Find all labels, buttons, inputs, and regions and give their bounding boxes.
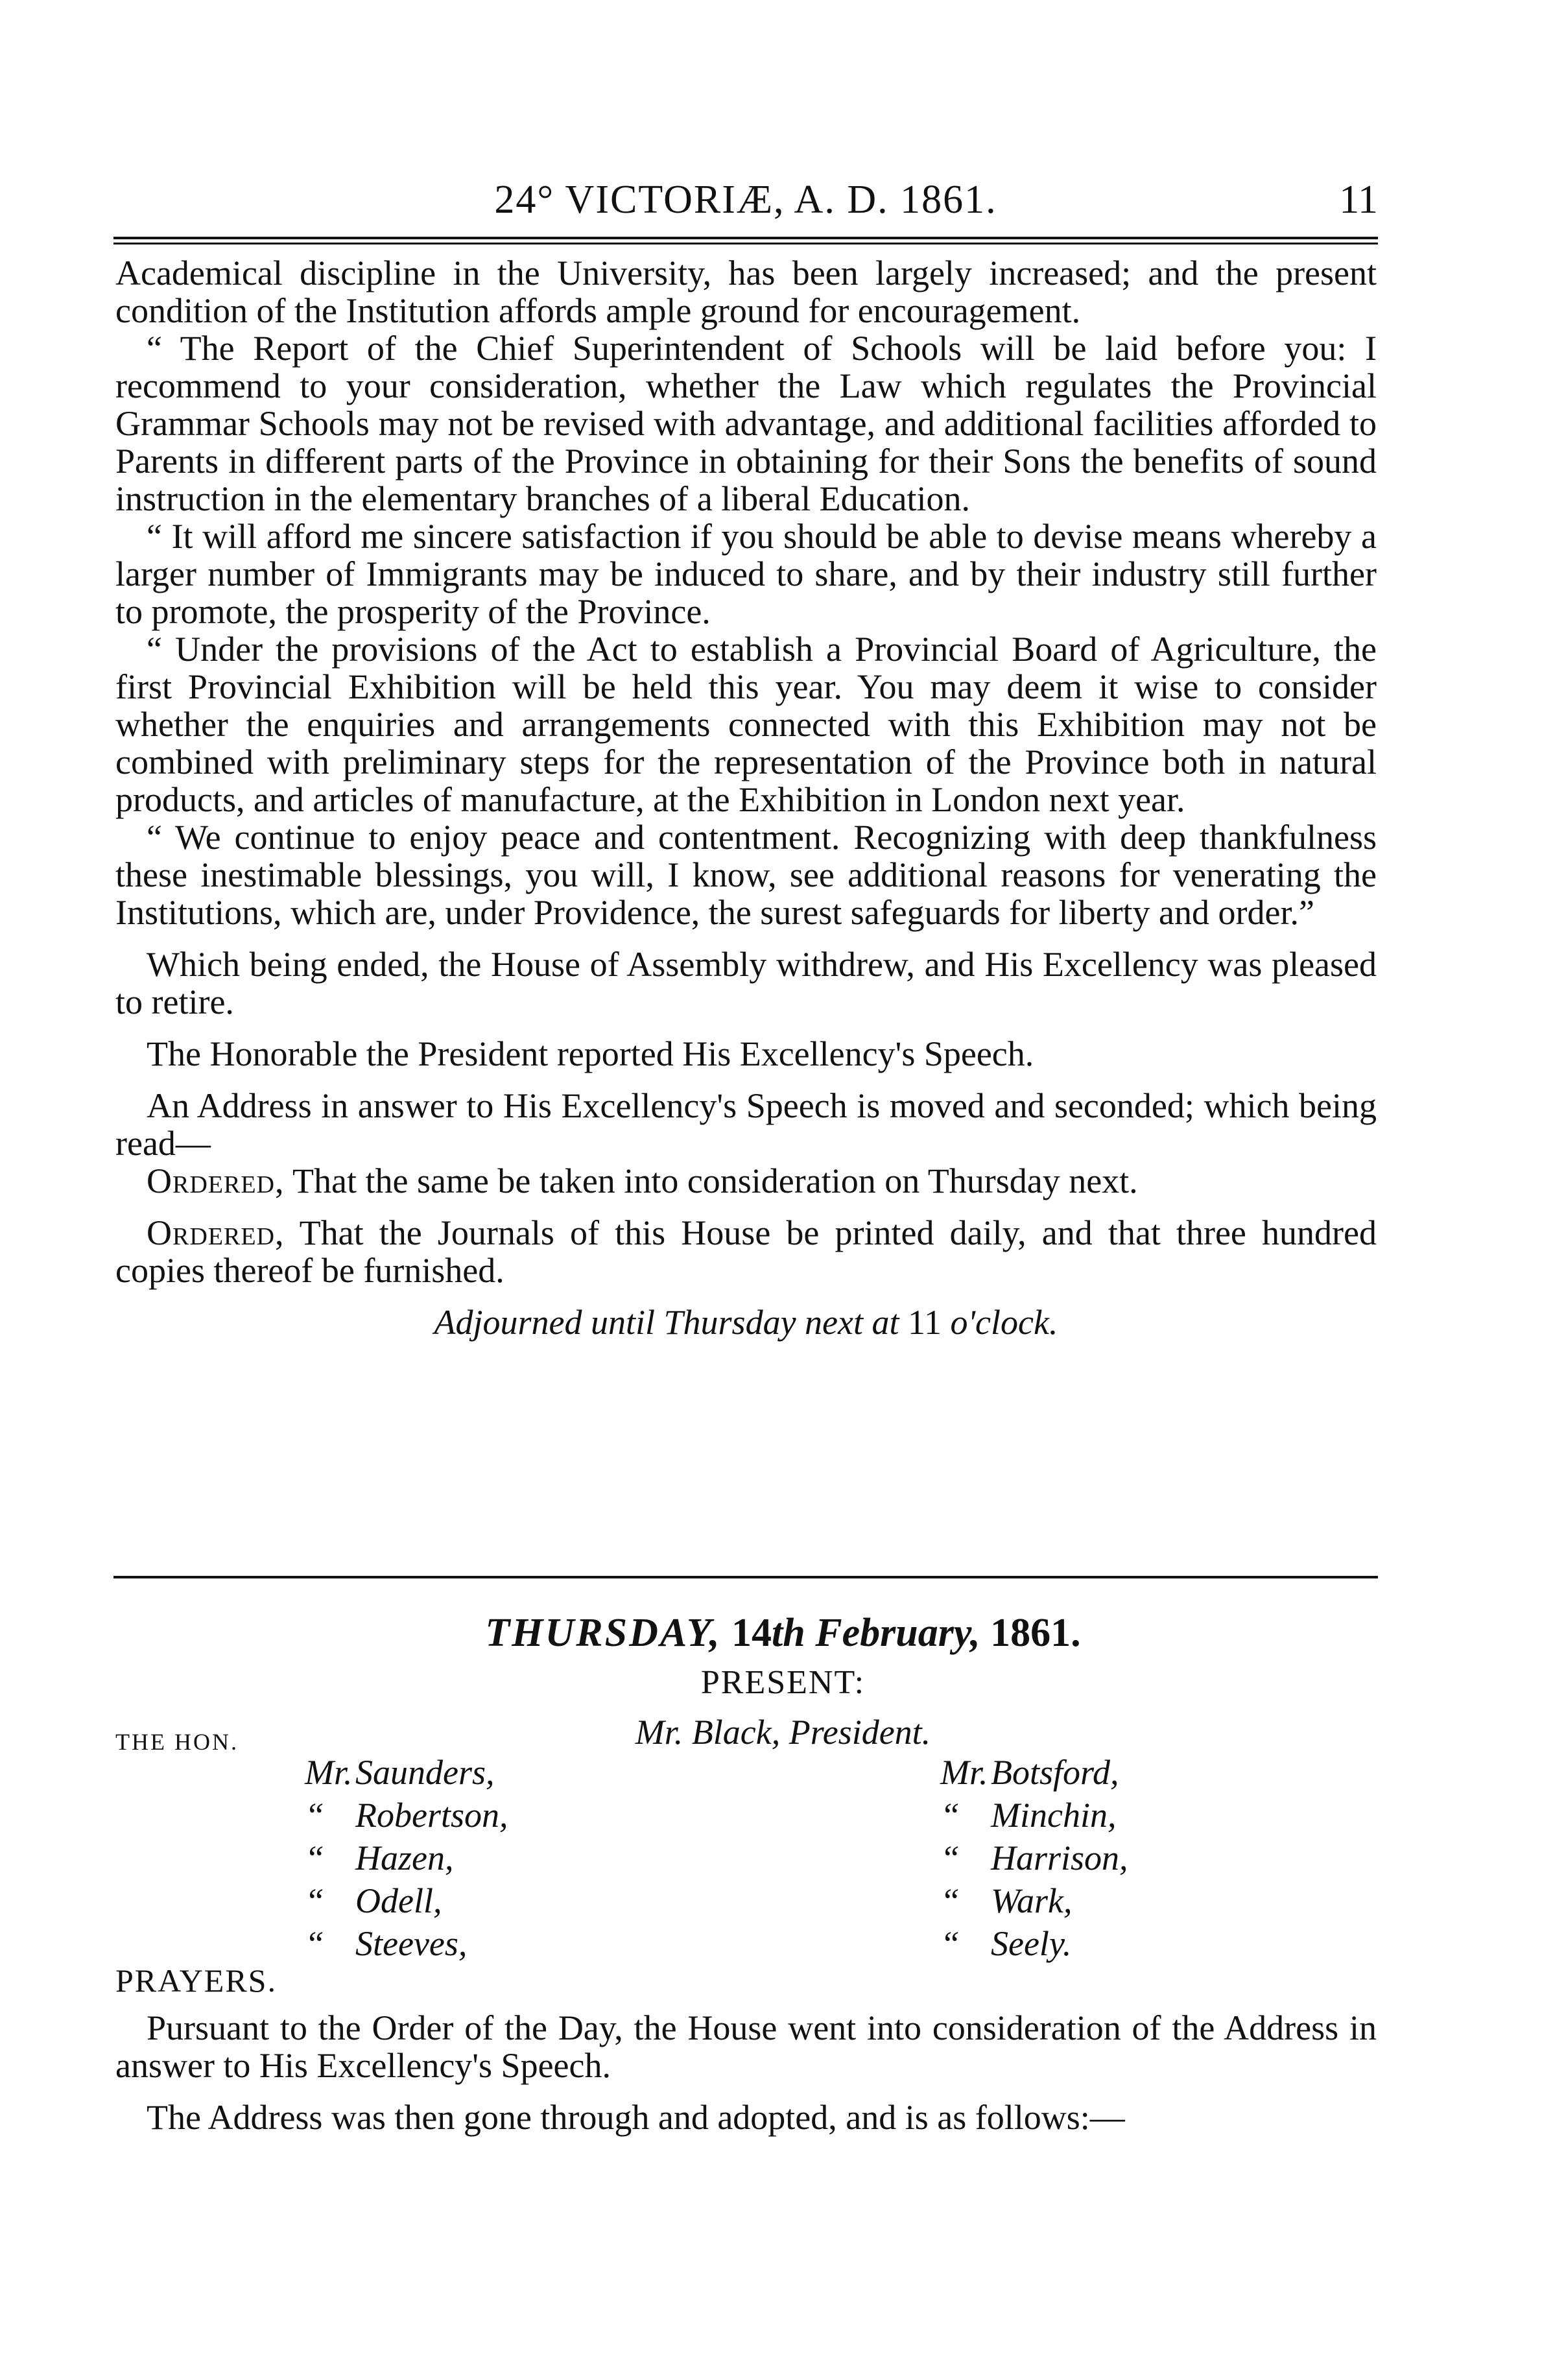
ordered-text: That the same be taken into consideration on Thursday next. <box>284 1161 1138 1200</box>
member-prefix: “ <box>305 1796 325 1835</box>
member-name: Botsford, <box>991 1753 1119 1792</box>
list-item <box>940 1922 1128 1965</box>
president-line: Mr. Black, President. <box>635 1713 931 1752</box>
list-item <box>305 1922 508 1965</box>
ordered-label: Ordered, <box>147 1161 285 1200</box>
list-item <box>940 1837 1128 1879</box>
paragraph: An Address in answer to His Excellency's Speech is moved and seconded; which being read— <box>115 1086 1377 1163</box>
paragraph: “ The Report of the Chief Superintendent of Schools will be laid before you: I recommend to your consideration, whether the Law which regulates the Provincial Grammar Schools may not be revised with advantage, and additional facilities afforded to Parents in different parts of the Province in obtaining for their Sons the benefits of sound instruction in the elementary branches of a liberal Education. <box>115 329 1377 518</box>
ordered-paragraph <box>115 1162 1377 1200</box>
sitting-date-number: 14 <box>721 1611 772 1655</box>
member-prefix: “ <box>940 1881 960 1920</box>
paragraph: “ Under the provisions of the Act to establish a Provincial Board of Agriculture, the first Provincial Exhibition will be held this year. You may deem it wise to consider whether the enquiries and arrangements connected with this Exhibition may not be combined with preliminary steps for the representation of the Province both in natural products, and articles of manufacture, at the Exhibition in London next year. <box>115 630 1377 819</box>
list-item <box>305 1879 508 1922</box>
ordered-label: Ordered, <box>147 1213 285 1252</box>
ordered-text: That the Journals of this House be printed daily, and that three hundred copies thereof be furnished. <box>115 1213 1377 1290</box>
member-prefix: “ <box>940 1924 960 1963</box>
member-prefix: Mr. <box>940 1753 988 1792</box>
adjourned-text: Adjourned until Thursday next at <box>434 1303 899 1342</box>
prayers-heading: PRAYERS. <box>115 1962 277 1999</box>
sitting-year: 1861. <box>980 1611 1081 1655</box>
member-prefix: “ <box>940 1796 960 1835</box>
proceedings-text-block <box>115 2009 1377 2136</box>
the-hon-label: THE HON. <box>115 1729 239 1755</box>
member-prefix: “ <box>305 1924 325 1963</box>
list-item <box>940 1751 1128 1794</box>
paragraph: The Honorable the President reported His Excellency's Speech. <box>147 1034 1034 1073</box>
header-double-rule <box>113 237 1378 244</box>
present-heading: PRESENT: <box>700 1664 866 1701</box>
member-name: Seely. <box>991 1924 1072 1963</box>
list-item <box>940 1879 1128 1922</box>
paragraph: Pursuant to the Order of the Day, the House went into consideration of the Address in answer to His Excellency's Speech. <box>115 2008 1377 2085</box>
member-name: Saunders, <box>355 1753 495 1792</box>
member-name: Harrison, <box>991 1839 1128 1877</box>
member-name: Hazen, <box>355 1839 454 1877</box>
adjournment-line <box>115 1303 1377 1341</box>
member-prefix: “ <box>305 1839 325 1877</box>
speech-text-block <box>115 254 1377 1341</box>
member-name: Wark, <box>991 1881 1073 1920</box>
list-item <box>305 1794 508 1837</box>
adjourned-end: o'clock. <box>950 1303 1058 1342</box>
ordered-paragraph <box>115 1214 1377 1289</box>
paragraph: “ We continue to enjoy peace and contentment. Recognizing with deep thankfulness these inestimable blessings, you will, I know, see additional reasons for venerating the Institutions, which are, under Providence, the surest safeguards for liberty and order.” <box>115 818 1377 932</box>
members-left-column <box>305 1751 508 1965</box>
sitting-month: February, <box>805 1611 980 1655</box>
paragraph: The Address was then gone through and adopted, and is as follows:— <box>147 2098 1125 2137</box>
sitting-day: THURSDAY, <box>485 1611 722 1655</box>
list-item <box>305 1837 508 1879</box>
sitting-date-suffix: th <box>772 1611 805 1655</box>
paragraph: “ It will afford me sincere satisfaction if you should be able to devise means whereby a larger number of Immigrants may be induced to share, and by their industry still further to promote, the prosperity of the Province. <box>115 517 1377 631</box>
member-prefix: “ <box>940 1839 960 1877</box>
member-prefix: “ <box>305 1881 325 1920</box>
running-head <box>113 174 1378 226</box>
member-prefix: Mr. <box>305 1753 353 1792</box>
paragraph: Academical discipline in the University, has been largely increased; and the present condition of the Institution affords ample ground for encouragement. <box>115 254 1377 330</box>
sitting-date <box>0 1608 1566 1658</box>
members-right-column <box>940 1751 1128 1965</box>
adjourned-time: 11 <box>899 1303 951 1342</box>
paragraph: Which being ended, the House of Assembly withdrew, and His Excellency was pleased to retire. <box>115 945 1377 1021</box>
page-number: 11 <box>1339 178 1378 222</box>
list-item <box>940 1794 1128 1837</box>
section-divider <box>113 1576 1378 1578</box>
list-item <box>305 1751 508 1794</box>
page-title: 24° VICTORIÆ, A. D. 1861. <box>494 178 997 222</box>
member-name: Robertson, <box>355 1796 508 1835</box>
member-name: Steeves, <box>355 1924 468 1963</box>
member-name: Odell, <box>355 1881 442 1920</box>
member-name: Minchin, <box>991 1796 1117 1835</box>
